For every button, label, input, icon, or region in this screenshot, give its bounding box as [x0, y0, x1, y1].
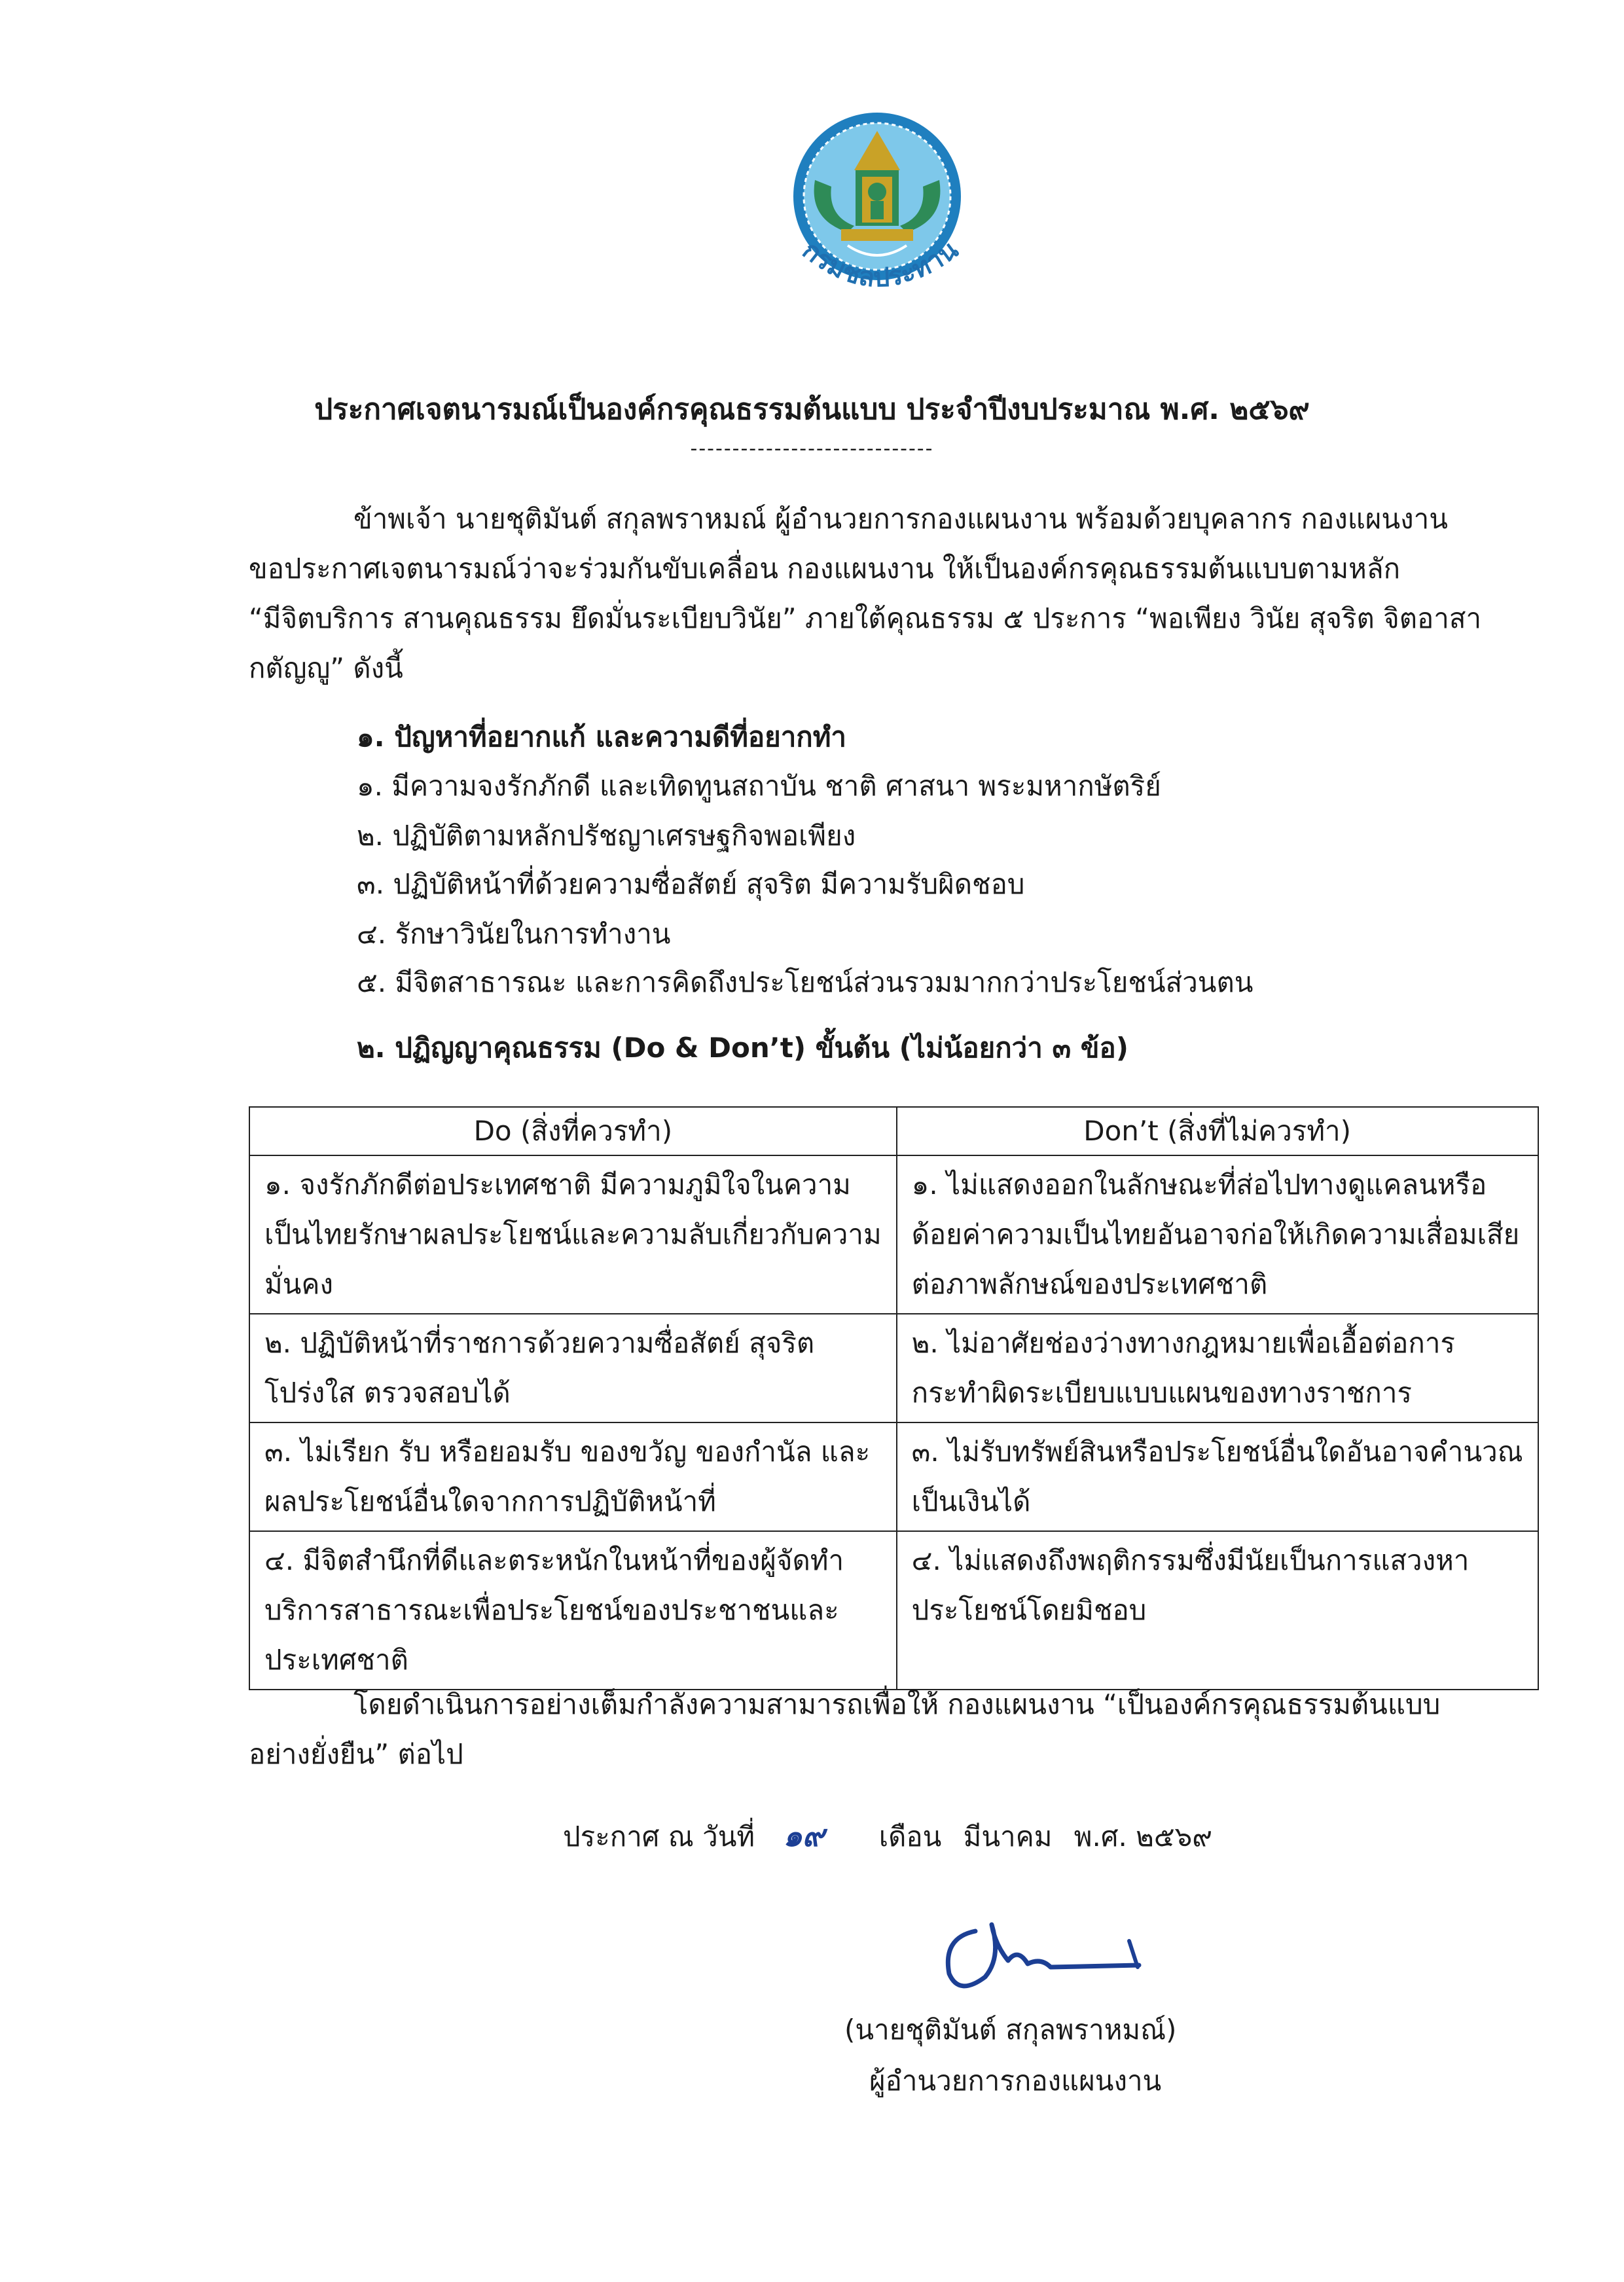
table-row: [249, 1155, 1538, 1314]
cell-line: กระทำผิดระเบียบแบบแผนของทางราชการ: [911, 1377, 1412, 1409]
table-header-row: [249, 1107, 1538, 1155]
section-1-item: ๔. รักษาวินัยในการทำงาน: [357, 918, 671, 950]
closing-line: อย่างยั่งยืน” ต่อไป: [249, 1738, 463, 1770]
cell-line: ๓. ไม่เรียก รับ หรือยอมรับ ของขวัญ ของกำนัล และ: [264, 1436, 871, 1468]
cell-line: มั่นคง: [264, 1268, 333, 1300]
table-row: [249, 1314, 1538, 1422]
table-row: [249, 1531, 1538, 1690]
date-day: ๑๙: [783, 1818, 825, 1853]
do-column-header: Do (สิ่งที่ควรทำ): [249, 1107, 897, 1155]
cell-line: ประเทศชาติ: [264, 1644, 408, 1676]
title-divider: -----------------------------: [690, 437, 934, 460]
handwritten-signature: [929, 1911, 1146, 2003]
signatory-position: ผู้อำนวยการกองแผนงาน: [869, 2065, 1162, 2097]
dont-cell: [897, 1422, 1538, 1531]
cell-line: บริการสาธารณะเพื่อประโยชน์ของประชาชนและ: [264, 1594, 839, 1626]
intro-line: “มีจิตบริการ สานคุณธรรม ยึดมั่นระเบียบวินัย” ภายใต้คุณธรรม ๕ ประการ “พอเพียง วินัย สุจริต จิตอาสา: [249, 602, 1482, 634]
section-1-heading: ๑. ปัญหาที่อยากแก้ และความดีที่อยากทำ: [357, 721, 847, 753]
royal-irrigation-department-logo: [769, 108, 985, 331]
do-cell: [249, 1422, 897, 1531]
date-month-label: เดือน: [878, 1820, 942, 1853]
section-1-item: ๑. มีความจงรักภักดี และเทิดทูนสถาบัน ชาติ ศาสนา พระมหากษัตริย์: [357, 770, 1161, 802]
do-cell: [249, 1531, 897, 1690]
cell-line: ๑. จงรักภักดีต่อประเทศชาติ มีความภูมิใจในความ: [264, 1168, 851, 1201]
intro-paragraph: [249, 494, 1492, 693]
cell-line: ๒. ปฏิบัติหน้าที่ราชการด้วยความซื่อสัตย์ สุจริต: [264, 1327, 815, 1359]
section-2-heading: ๒. ปฏิญญาคุณธรรม (Do & Don’t) ขั้นต้น (ไม่น้อยกว่า ๓ ข้อ): [357, 1032, 1128, 1064]
cell-line: ๔. มีจิตสำนึกที่ดีและตระหนักในหน้าที่ของผู้จัดทำ: [264, 1544, 844, 1576]
cell-line: ด้อยค่าความเป็นไทยอันอาจก่อให้เกิดความเสื่อมเสีย: [911, 1218, 1520, 1250]
cell-line: ประโยชน์โดยมิชอบ: [911, 1594, 1147, 1626]
announcement-date: [563, 1812, 1212, 1860]
do-cell: [249, 1314, 897, 1422]
cell-line: เป็นไทยรักษาผลประโยชน์และความลับเกี่ยวกับความ: [264, 1218, 882, 1250]
cell-line: เป็นเงินได้: [911, 1485, 1031, 1517]
logo-text: กรมชลประทาน: [797, 234, 964, 293]
signatory-name: (นายชุติมันต์ สกุลพราหมณ์): [844, 2014, 1177, 2046]
cell-line: ๔. ไม่แสดงถึงพฤติกรรมซึ่งมีนัยเป็นการแสวงหา: [911, 1544, 1470, 1576]
closing-paragraph: [249, 1680, 1492, 1779]
cell-line: ๓. ไม่รับทรัพย์สินหรือประโยชน์อื่นใดอันอาจคำนวณ: [911, 1436, 1523, 1468]
dont-column-header: Don’t (สิ่งที่ไม่ควรทำ): [897, 1107, 1538, 1155]
section-1-item: ๒. ปฏิบัติตามหลักปรัชญาเศรษฐกิจพอเพียง: [357, 820, 856, 852]
do-cell: [249, 1155, 897, 1314]
table-row: [249, 1422, 1538, 1531]
intro-line: ข้าพเจ้า นายชุติมันต์ สกุลพราหมณ์ ผู้อำนวยการกองแผนงาน พร้อมด้วยบุคลากร กองแผนงาน: [353, 503, 1448, 535]
intro-line: กตัญญู” ดังนี้: [249, 652, 403, 684]
cell-line: ๒. ไม่อาศัยช่องว่างทางกฎหมายเพื่อเอื้อต่อการ: [911, 1327, 1455, 1359]
date-month: มีนาคม: [963, 1820, 1053, 1853]
section-1-item: ๓. ปฏิบัติหน้าที่ด้วยความซื่อสัตย์ สุจริต มีความรับผิดชอบ: [357, 868, 1025, 900]
dont-cell: [897, 1531, 1538, 1690]
closing-line: โดยดำเนินการอย่างเต็มกำลังความสามารถเพื่อให้ กองแผนงาน “เป็นองค์กรคุณธรรมต้นแบบ: [353, 1688, 1441, 1720]
cell-line: ต่อภาพลักษณ์ของประเทศชาติ: [911, 1268, 1268, 1300]
cell-line: ๑. ไม่แสดงออกในลักษณะที่ส่อไปทางดูแคลนหรือ: [911, 1168, 1487, 1201]
date-prefix: ประกาศ ณ วันที่: [563, 1820, 755, 1853]
cell-line: ผลประโยชน์อื่นใดจากการปฏิบัติหน้าที่: [264, 1485, 716, 1517]
page-title: ประกาศเจตนารมณ์เป็นองค์กรคุณธรรมต้นแบบ ประจำปีงบประมาณ พ.ศ. ๒๕๖๙: [314, 393, 1310, 426]
intro-line: ขอประกาศเจตนารมณ์ว่าจะร่วมกันขับเคลื่อน กองแผนงาน ให้เป็นองค์กรคุณธรรมต้นแบบตามหลัก: [249, 552, 1400, 585]
cell-line: โปร่งใส ตรวจสอบได้: [264, 1377, 511, 1409]
dont-cell: [897, 1155, 1538, 1314]
date-year: พ.ศ. ๒๕๖๙: [1074, 1820, 1213, 1853]
dont-cell: [897, 1314, 1538, 1422]
section-1-item: ๕. มีจิตสาธารณะ และการคิดถึงประโยชน์ส่วนรวมมากกว่าประโยชน์ส่วนตน: [357, 966, 1254, 998]
do-dont-table: [249, 1106, 1539, 1690]
